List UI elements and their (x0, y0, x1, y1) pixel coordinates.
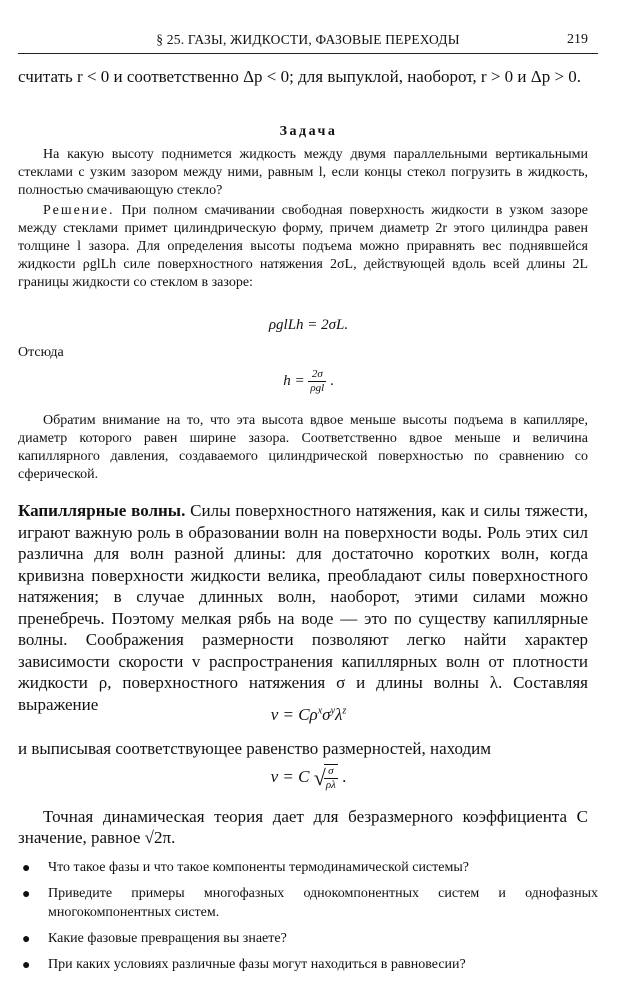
problem-remark: Обратим внимание на то, что эта высота вдвое меньше высоты подъема в капилляре, диаметр которого равен ширине зазора. Соответственно вдвое меньше и величина капиллярного давления, создаваемого цилиндрической поверхностью по сравнению со сферической. (18, 413, 588, 482)
question-item: ● Какие фазовые превращения вы знаете? (22, 931, 287, 947)
page-number: 219 (567, 32, 588, 47)
question-item: ● При каких условиях различные фазы могут находиться в равновесии? (22, 957, 466, 973)
bullet-icon: ● (22, 958, 31, 973)
solution-text: При полном смачивании свободная поверхность жидкости в узком зазоре между стеклами примет цилиндрическую форму, причем диаметр 2r этого цилиндра равен толщине l зазора. Для определения высоты подъема можно приравнять вес поднявшейся жидкости ρglLh силе поверхностного натяжения 2σL, действующей вдоль всей длины 2L границы жидкости со стеклом в зазоре: (18, 203, 588, 290)
formula-dimension: $v = C\rho^x\sigma^y\lambda^z$ (270, 705, 347, 724)
sqrt-sign-icon: √ (313, 765, 326, 790)
bullet-icon: ● (22, 887, 31, 902)
problem-solution (18, 202, 588, 292)
waves-text2: и выписывая соответствующее равенство размерностей, находим (18, 739, 492, 758)
problem-question: На какую высоту поднимется жидкость между двумя параллельными вертикальными стеклами с узким зазором между ними, равным l, если концы стекол погрузить в жидкость, полностью смачивающую стекло? (18, 147, 588, 198)
intro-paragraph: считать r < 0 и соответственно Δp < 0; для выпуклой, наоборот, r > 0 и Δp > 0. (18, 67, 582, 86)
otsyuda-label: Отсюда (18, 345, 64, 360)
page-header (18, 30, 598, 54)
waves-text3: Точная динамическая теория дает для безразмерного коэффициента C значение, равное √2π. (18, 807, 588, 847)
height-fraction: $\frac{2\sigma}{\text{ρgl}}$ (310, 368, 325, 394)
problem-heading: Задача (279, 124, 338, 139)
formula-height: h = $\frac{2\sigma}{\text{ρgl}}$ . (283, 368, 334, 394)
question-item: ● Что такое фазы и что такое компоненты термодинамической системы? (22, 860, 469, 876)
bullet-icon: ● (22, 932, 31, 947)
review-questions (18, 858, 598, 981)
question-item: ● Приведите примеры многофазных однокомпонентных систем и однофазных многокомпонентных систем. (22, 886, 598, 920)
waves-heading: Капиллярные волны. (18, 501, 186, 520)
waves-text: Силы поверхностного натяжения, как и силы тяжести, играют важную роль в образовании волн на поверхности воды. Роль этих сил различна для волн разной длины: для достаточно коротких волн, когда кривизна поверхности жидкости велика, преобладают силы поверхностного натяжения; в случае длинных волн, наоборот, этими силами можно пренебречь. Поэтому мелкая рябь на воде — это по существу капиллярные волны. Соображения размерности позволяют легко найти характер зависимости скорости v распространения капиллярных волн от плотности жидкости ρ, поверхностного натяжения σ и длины волны λ. Составляя выражение (18, 501, 588, 714)
waves-paragraph (18, 500, 588, 715)
header-rule (18, 53, 598, 54)
bullet-icon: ● (22, 861, 31, 876)
formula-velocity: v = C √ $\frac{\sigma}{\rho\lambda}$ . (270, 765, 347, 791)
velocity-fraction: $\frac{\sigma}{\rho\lambda}$ (325, 765, 336, 791)
formula-balance: ρglLh = 2σL. (268, 317, 349, 333)
solution-label: Решение. (43, 203, 115, 218)
running-title: § 25. ГАЗЫ, ЖИДКОСТИ, ФАЗОВЫЕ ПЕРЕХОДЫ (156, 32, 460, 47)
